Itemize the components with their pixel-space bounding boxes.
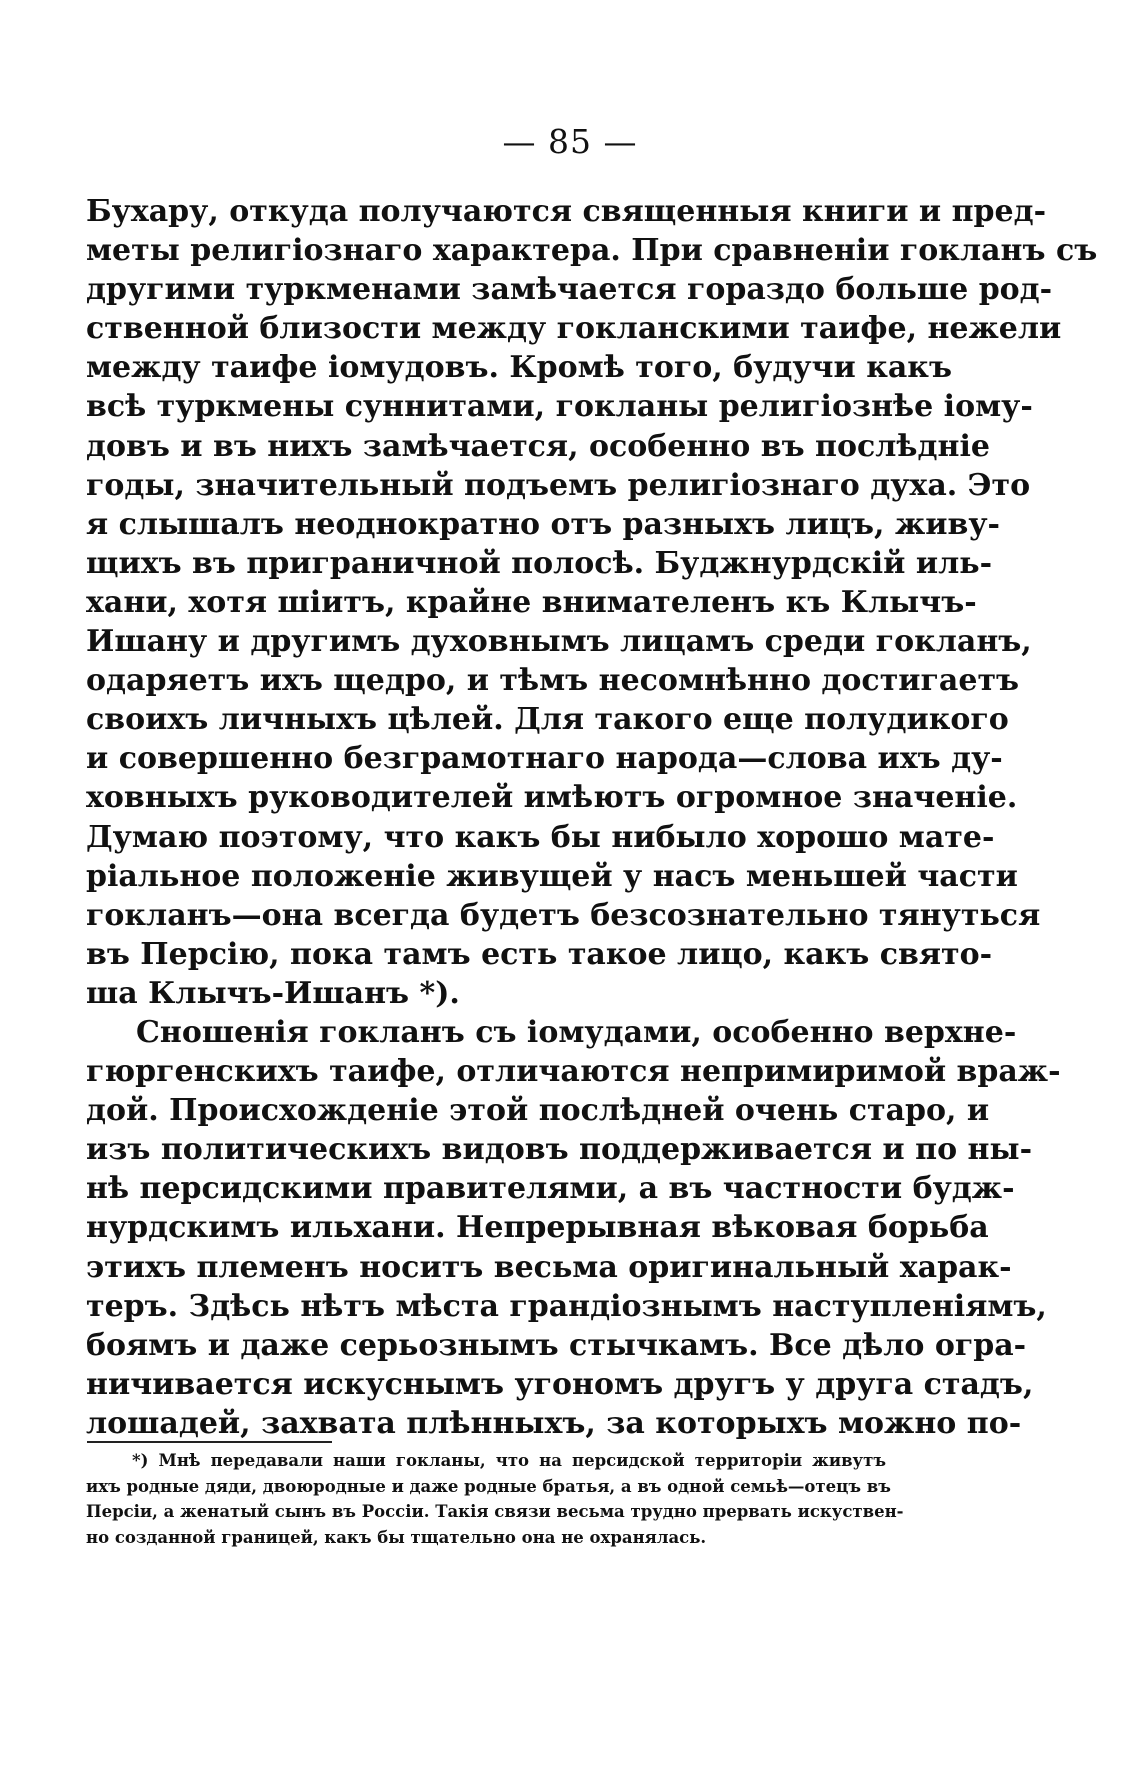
footnote-line: ихъ родные дяди, двоюродные и даже родные братья, а въ одной семьѣ—отецъ въ [86, 1476, 891, 1496]
text-line: ховныхъ руководителей имѣютъ огромное значеніе. [86, 780, 1018, 816]
text-line: хани, хотя шіитъ, крайне внимателенъ къ Клычъ- [86, 584, 977, 620]
text-line: одаряетъ ихъ щедро, и тѣмъ несомнѣнно достигаетъ [86, 663, 1020, 699]
text-line: дой. Происхожденіе этой послѣдней очень старо, и [86, 1093, 990, 1129]
text-line: Бухару, откуда получаются священныя книги и пред- [86, 194, 1047, 229]
paragraph-start-line: Сношенія гокланъ съ іомудами, особенно верхне- [136, 1014, 1017, 1050]
text-line: Думаю поэтому, что какъ бы нибыло хорошо мате- [86, 819, 995, 855]
paragraph-end-line: ша Клычъ-Ишанъ *). [86, 975, 460, 1011]
text-line: ственной близости между гокланскими таифе, нежели [86, 311, 1062, 347]
text-line: между таифе іомудовъ. Кромѣ того, будучи какъ [86, 350, 952, 386]
text-line: Ишану и другимъ духовнымъ лицамъ среди гокланъ, [86, 624, 1032, 660]
text-line: своихъ личныхъ цѣлей. Для такого еще полудикого [86, 702, 1009, 738]
text-line: ріальное положеніе живущей у насъ меньшей части [86, 858, 1018, 894]
text-line: гокланъ—она всегда будетъ безсознательно тянуться [86, 897, 1041, 933]
text-line: гюргенскихъ таифе, отличаются непримиримой враж- [86, 1054, 1061, 1090]
body-text [86, 192, 1098, 1443]
text-line: лошадей, захвата плѣнныхъ, за которыхъ можно по- [86, 1405, 1022, 1441]
footnote-line: *) Мнѣ передавали наши гокланы, что на персидской территоріи живутъ [132, 1451, 886, 1470]
text-line: этихъ племенъ носитъ весьма оригинальный харак- [86, 1249, 1012, 1285]
page-number: — 85 — [502, 122, 638, 161]
text-line: довъ и въ нихъ замѣчается, особенно въ послѣдніе [86, 428, 990, 464]
text-line: теръ. Здѣсь нѣтъ мѣста грандіознымъ наступленіямъ, [86, 1288, 1047, 1324]
text-line: въ Персію, пока тамъ есть такое лицо, какъ свято- [86, 936, 993, 972]
footnote-rule [87, 1441, 332, 1443]
text-line: другими туркменами замѣчается гораздо больше род- [86, 272, 1053, 308]
footnote [86, 1448, 904, 1550]
text-line: ничивается искуснымъ угономъ другъ у друга стадъ, [86, 1366, 1034, 1402]
text-line: всѣ туркмены суннитами, гокланы религіознѣе іому- [86, 389, 1033, 425]
text-line: и совершенно безграмотнаго народа—слова ихъ ду- [86, 741, 1003, 777]
text-line: боямъ и даже серьознымъ стычкамъ. Все дѣло огра- [86, 1327, 1027, 1363]
text-line: изъ политическихъ видовъ поддерживается и по ны- [86, 1132, 1033, 1168]
text-line: годы, значительный подъемъ религіознаго духа. Это [86, 467, 1031, 503]
footnote-line: Персіи, а женатый сынъ въ Россіи. Такія связи весьма трудно прервать искуствен- [86, 1502, 904, 1522]
text-line: нурдскимъ ильхани. Непрерывная вѣковая борьба [86, 1210, 989, 1246]
text-line: щихъ въ пригpаничной полосѣ. Буджнурдскій иль- [86, 545, 993, 581]
footnote-line: но созданной границей, какъ бы тщательно она не охранялась. [86, 1527, 707, 1547]
text-line: нѣ персидскими правителями, а въ частности будж- [86, 1171, 1015, 1207]
text-line: я слышалъ неоднократно отъ разныхъ лицъ, живу- [86, 506, 1000, 542]
text-line: меты религіознаго характера. При сравненіи гокланъ съ [86, 233, 1098, 269]
